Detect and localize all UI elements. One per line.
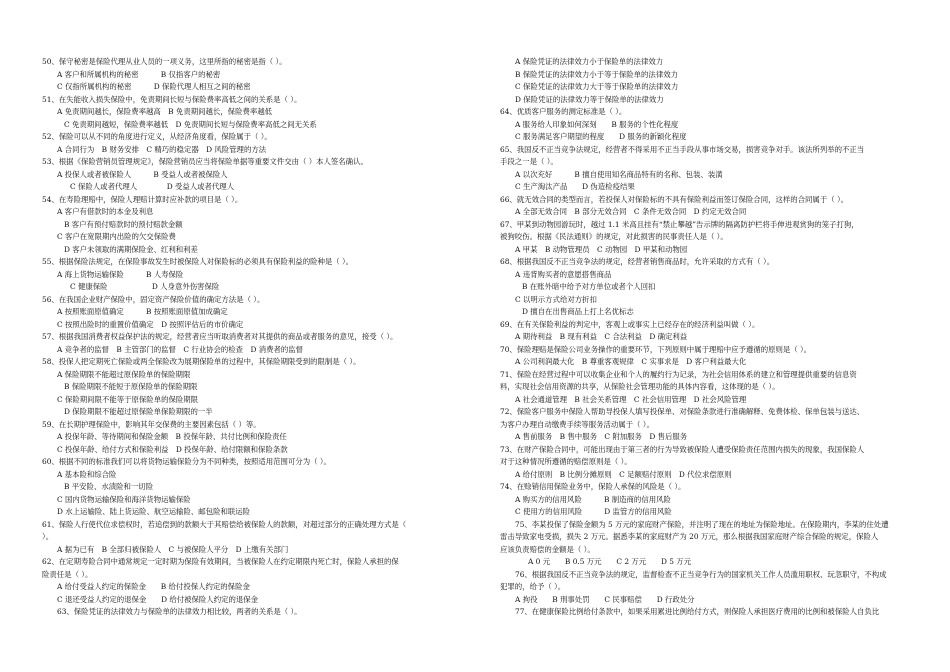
text-line: 59、在长期护理保险中，影响其年交保费的主要因素包括（ ）等。 (42, 419, 261, 429)
text-line: B 客户有预付赔款时的预付赔款金额 (64, 219, 183, 229)
text-line: C 保险凭证的法律效力大于等于保险单的法律效力 (515, 82, 679, 91)
text-line: D 保险期限不能超过原保险单保险期限的一半 (64, 407, 213, 416)
text-line: C 保险人或者代理人 D 受益人或者代理人 (70, 182, 235, 191)
text-line: 险责任是（ ）。 (42, 569, 93, 579)
text-line: ）。 (42, 532, 54, 541)
text-line: 57、根据我国消费者权益保护法的规定，经营者应当听取消费者对其提供的商品或者服务的意见，接受（ ）。 (42, 332, 398, 341)
text-line: 61、保险人行使代位求偿权时，若追偿到的款额大于其赔偿给被保险人的款额，对超过部分的正确处理方式是（ (42, 519, 407, 529)
text-line: 70、保险理赔是保险公司业务操作的重要环节，下列原则中属于理赔中应予遵循的原则是（ ）。 (500, 344, 812, 354)
text-line: A 0 元 B 0.5 万元 C 2 万元 D 5 万元 (528, 557, 692, 566)
text-line: A 投保年龄、等待期间和保险金额 B 投保年龄、共付比例和保险责任 (57, 432, 287, 441)
text-line: C 退还受益人约定的退保金 D 给付被保险人约定的退保金 (57, 594, 259, 604)
text-line: A 给付受益人约定的保险金 B 给付投保人约定的保险金 (57, 582, 250, 591)
text-line: A 违背购买者的意愿搭售商品 (515, 269, 612, 279)
text-line: A 客户有借款时的本金及利息 (57, 207, 154, 216)
text-line: 58、投保人把定期死亡保险或两全保险改为展期保险单的过程中，其保险期限受到的限制是（ ）。 (42, 357, 361, 366)
text-line: C 以明示方式给对方折扣 (515, 294, 597, 304)
text-line: A 合同行为 B 财务安排 C 精巧的稳定器 D 风险管理的方法 (57, 144, 267, 154)
text-line: B 保险期限不能短于原保险单的保险期限 (64, 382, 198, 391)
text-line: 66、就无效合同的类型而言，若投保人对保险标的不具有保险利益而签订保险合同，这样的合同属于（ ）。 (500, 194, 849, 204)
text-line: C 使用方的信用风险 D 监管方的信用风险 (515, 507, 672, 516)
text-line: 52、保险可以从不同的角度进行定义，从经济角度看，保险属于（ ）。 (42, 132, 272, 141)
text-line: A 竞争者的监督 B 主管部门的监督 C 行业协会的检查 D 消费者的监督 (57, 344, 304, 354)
text-line: A 投保人或者被保险人 B 受益人或者被保险人 (57, 169, 228, 179)
text-line: 71、保险在经营过程中可以收集企业和个人的履约行为记录，为社会信用体系的建立和管理提供重要的信息资 (500, 369, 857, 379)
text-line: C 仅指所属机构的秘密 D 保险代理人相互之间的秘密 (57, 82, 251, 91)
text-line: 69、在有关保险利益的判定中，客观上或事实上已经存在的经济利益叫做（ ）。 (500, 319, 760, 329)
text-line: 67、甲某到动物园游玩时，越过 1.1 米高且挂有“禁止攀越”告示牌的隔离防护栏将手伸进观赏狗的笼子打狗， (500, 219, 859, 229)
text-line: A 保险凭证的法律效力小于保险单的法律效力 (515, 57, 664, 66)
text-line: 72、保险客户服务中保险人帮助导投保人填写投保单、对保险条款进行准确解释、免费体检、保单包装与送达、 (500, 407, 865, 416)
text-line: A 客户和所属机构的秘密 B 仅指客户的秘密 (57, 69, 221, 79)
text-line: 犯罪的，给予（ ）。 (500, 582, 566, 591)
text-line: 74、在赊销信用保险业务中，保险人承保的风险是（ ）。 (500, 482, 686, 491)
text-line: A 服务给人印象如何深刻 B 服务的个性化程度 (515, 119, 679, 129)
text-line: 63、保险凭证的法律效力与保险单的法律效力相比较，两者的关系是（ ）。 (57, 607, 302, 616)
text-line: C 生产淘汰产品 D 伪造检疫结果 (515, 182, 635, 191)
text-line: 53、根据《保险营销员管理规定》，保险营销员应当将保险单据等重要文件交由（ ）本人签名确认。 (42, 157, 368, 166)
left-question-column (42, 56, 482, 619)
text-line: D 保险凭证的法律效力等于保险单的法律效力 (515, 94, 664, 104)
text-line: A 售前服务 B 售中服务 C 附加服务 D 售后服务 (515, 432, 688, 441)
text-line: 73、在财产保险合同中，可能出现由于第三者的行为导致被保险人遭受保险责任范围内损失的现象，我国保险人 (500, 444, 865, 454)
text-line: A 据为已有 B 全部归被保险人 C 与被保险人平分 D 上缴有关部门 (57, 544, 289, 554)
text-line: 54、在寿险理赔中，保险人理赔计算时应补款的项目是（ ）。 (42, 194, 243, 204)
text-line: A 保险期限不能超过原保险单的保险期限 (57, 369, 191, 379)
text-line: 65、我国反不正当竞争法规定，经营者不得采用不正当手段从事市场交易，损害竞争对手。该法所列举的不正当 (500, 144, 865, 154)
text-line: A 全部无效合同 B 部分无效合同 C 条件无效合同 D 约定无效合同 (515, 207, 747, 216)
text-line: 51、在失能收入损失保险中，免责期间长短与保险费率高低之间的关系是（ ）。 (42, 94, 302, 104)
right-question-column (500, 56, 920, 619)
text-line: C 健康保险 D 人身意外伤害保险 (70, 282, 220, 291)
text-line: A 给付原则 B 比例分摊原则 C 足额赔付原则 D 代位求偿原则 (515, 469, 732, 479)
text-line: 62、在定期寿险合同中通常规定一定时期为保险有效期间，当被保险人在约定期限内死亡时，保险人承担的保 (42, 557, 399, 566)
text-line: A 购买方的信用风险 B 制造商的信用风险 (515, 494, 671, 504)
text-line: 56、在我国企业财产保险中，固定资产保险价值的确定方法是（ ）。 (42, 294, 265, 304)
text-line: C 国内货物运输保险和海洋货物运输保险 (57, 494, 191, 504)
text-line: 对于这种情况所遵循的赔偿原则是（ ）。 (500, 457, 632, 466)
text-line: C 免责期间越短，保险费率越低 D 免责期间长短与保险费率高低之间无关系 (64, 119, 317, 129)
text-line: A 社会通道管理 B 社会关系管理 C 社会信用管理 D 社会风险管理 (515, 394, 747, 404)
text-line: D 客户未领取的满期保险金、红利和利差 (64, 244, 198, 254)
text-line: 应该负责赔偿的金额是（ ）。 (500, 544, 595, 554)
text-line: D 擅自在出售商品上打上名优标志 (522, 307, 634, 316)
text-line: 77、在健康保险比例给付条款中，如果采用累进比例给付方式，则保险人承担医疗费用的比例和被保险人自负比 (515, 607, 880, 616)
text-line: 55、根据保险法规定，在保险事故发生时被保险人对保险标的必须具有保险利益的险种是（ ）。 (42, 257, 354, 266)
text-line: B 保险凭证的法律效力小于等于保险单的法律效力 (515, 69, 678, 79)
text-line: A 以次充好 B 擅自使用知名商品特有的名称、包装、装潢 (515, 169, 723, 179)
text-line: 75、李某投保了保险金额为 5 万元的家庭财产保险，并注明了现在的地址为保险地址。在保险期内，李某的住处遭 (515, 519, 889, 529)
text-line: C 客户在宽限期内出险的欠交保险费 (57, 232, 176, 241)
text-line: A 免责期间越长，保险费率越高 B 免责期间越长，保险费率越低 (57, 107, 273, 116)
text-line: A 甲某 B 动物管理员 C 动物园 D 甲某和动物园 (515, 244, 688, 254)
text-line: A 拘役 B 刑事处罚 C 民事赔偿 D 行政处分 (515, 594, 695, 604)
text-line: A 基本险和综合险 (57, 469, 117, 479)
text-line: A 公司利润最大化 B 尊重客观规律 C 实事求是 D 客户利益最大化 (515, 357, 747, 366)
text-line: A 按照账面原值确定 B 按照账面原值加成确定 (57, 307, 228, 316)
text-line: C 投保年龄、给付方式和保险利益 D 投保年龄、给付限额和保险条款 (57, 444, 288, 454)
text-line: 64、优质客户服务的测定标准是（ ）。 (500, 107, 627, 116)
text-line: 68、根据我国反不正当竞争法的规定，经营者销售商品时，允许采取的方式有（ ）。 (500, 257, 775, 266)
text-line: C 服务满足客户期望的程度 D 服务的新颖化程度 (515, 132, 687, 141)
text-line: 60、根据不同的标准我们可以将货物运输保险分为不同种类，按照适用范围可分为（ ）。 (42, 457, 331, 466)
text-line: A 海上货物运输保险 B 人寿保险 (57, 269, 184, 279)
text-line: A 期待利益 B 现有利益 C 合法利益 D 确定利益 (515, 332, 688, 341)
text-line: 料，实现社会信用资源的共享，从保险社会管理功能的具体内容看，这体现的是（ ）。 (500, 382, 780, 391)
text-line: 76、根据我国反不正当竞争法的规定，监督检查不正当竞争行为的国家机关工作人员滥用职权、玩忽职守，不构成 (515, 569, 887, 579)
text-line: B 在账外暗中给予对方单位或者个人回扣 (522, 282, 656, 291)
text-line: 为客户办理自动缴费手续等服务活动属于（ ）。 (500, 419, 654, 429)
text-line: 50、保守秘密是保险代理从业人员的一项义务，这里所指的秘密是指（ ）。 (42, 57, 287, 66)
text-line: C 按照出险时的重置价值确定 D 按照评估后的市价确定 (57, 319, 244, 329)
text-line: B 平安险、水渍险和一切险 (64, 482, 154, 491)
text-line: D 水上运输险、陆上货运险、航空运输险、邮包险和联运险 (57, 507, 251, 516)
text-line: 被狗咬伤。根据《民法通则》的规定，对此损害的民事责任人是（ ）。 (500, 232, 728, 241)
text-line: 雷击导致家电受损，损失 2 万元。据悉李某的家庭财产为 20 万元，那么根据我国家庭财产综合保险的规定，保险人 (500, 532, 879, 541)
text-line: 手段之一是（ ）。 (500, 157, 558, 166)
text-line: C 保险期间限不能等于原保险单的保险期限 (57, 394, 199, 404)
